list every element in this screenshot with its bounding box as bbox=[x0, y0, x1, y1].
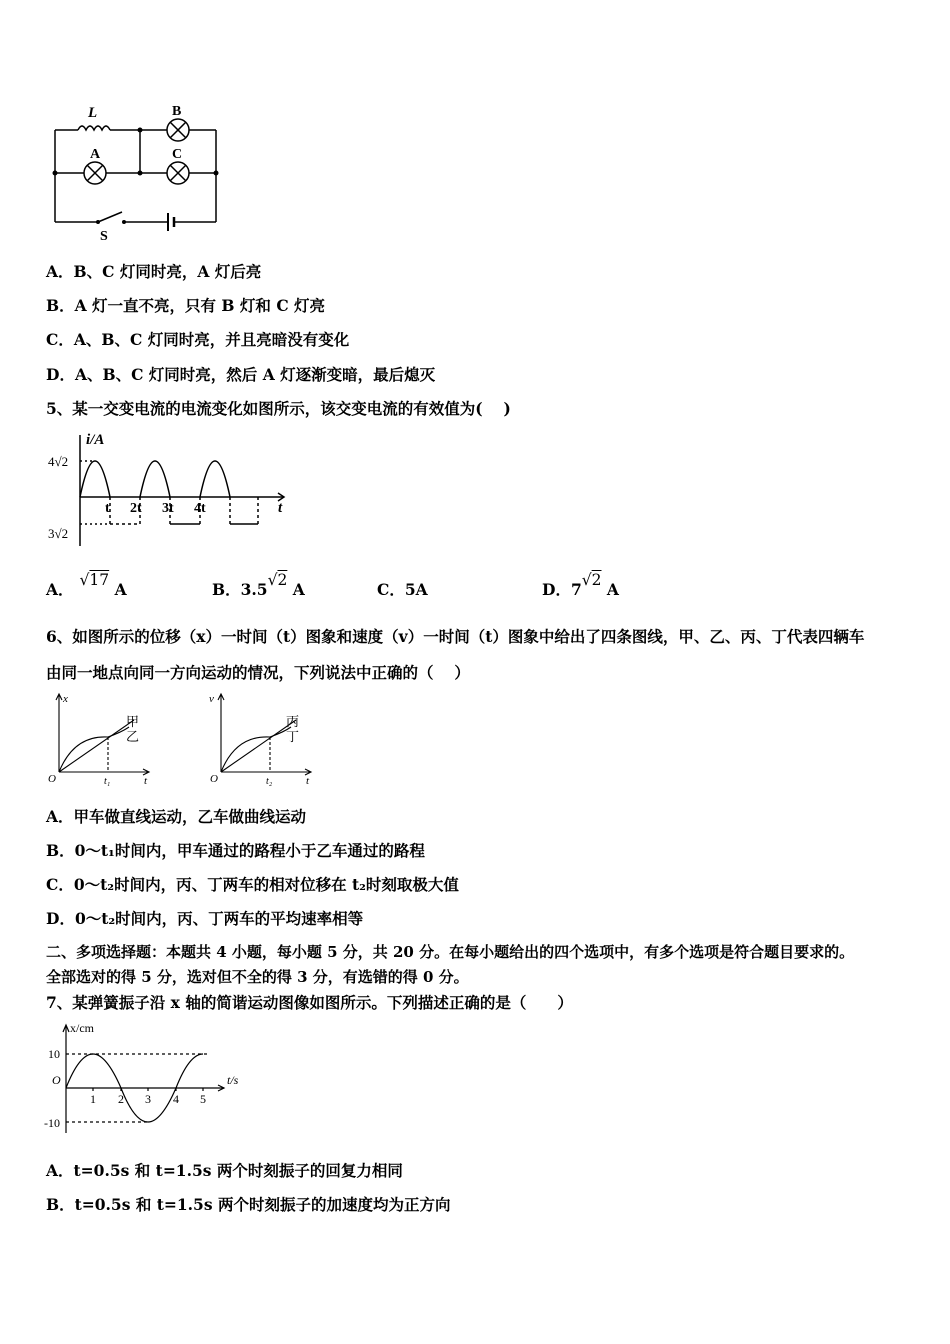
q5-tick: t bbox=[105, 501, 110, 516]
q4-option-c: C．A、B、C 灯同时亮，并且亮暗没有变化 bbox=[46, 330, 350, 349]
q6-vt-curve-ding: 丁 bbox=[286, 729, 300, 744]
q6-option-a: A．甲车做直线运动，乙车做曲线运动 bbox=[46, 807, 307, 826]
q6-xt-curve-yi: 乙 bbox=[126, 729, 140, 744]
q6-xt-xlabel: t bbox=[144, 775, 148, 787]
q6-option-b: B．0～t₁时间内，甲车通过的路程小于乙车通过的路程 bbox=[46, 841, 425, 860]
label-B: B bbox=[172, 104, 182, 119]
q6-vt-graph bbox=[206, 690, 326, 785]
q5-tick: 2t bbox=[130, 501, 142, 516]
q7-xlabel: t/s bbox=[227, 1073, 239, 1087]
q7-option-a: A．t=0.5s 和 t=1.5s 两个时刻振子的回复力相同 bbox=[46, 1161, 403, 1180]
section2-line1: 二、多项选择题：本题共 4 小题，每小题 5 分，共 20 分。在每小题给出的四个选项中，有多个选项是符合题目要求的。 bbox=[46, 943, 855, 961]
q5-current-graph bbox=[46, 430, 296, 550]
q4-option-d: D．A、B、C 灯同时亮，然后 A 灯逐渐变暗，最后熄灭 bbox=[46, 365, 436, 384]
q6-xt-curve-jia: 甲 bbox=[126, 714, 140, 729]
q7-y-bottom: -10 bbox=[44, 1116, 60, 1130]
q6-stem-line2: 由同一地点向同一方向运动的情况，下列说法中正确的（ ） bbox=[46, 663, 470, 682]
q5-tick: 4t bbox=[194, 501, 206, 516]
label-A: A bbox=[90, 147, 101, 162]
q6-vt-xlabel: t bbox=[306, 775, 310, 787]
q5-ylabel: i/A bbox=[86, 432, 105, 448]
q7-tick: 5 bbox=[200, 1092, 206, 1106]
q7-origin: O bbox=[52, 1073, 61, 1087]
q5-ymin-label: 3√2 bbox=[48, 526, 69, 541]
q6-option-d: D．0～t₂时间内，丙、丁两车的平均速率相等 bbox=[46, 909, 364, 928]
q6-vt-tick: t₂ bbox=[266, 776, 273, 787]
q6-stem-line1: 6、如图所示的位移（x）一时间（t）图象和速度（v）一时间（t）图象中给出了四条图线，甲、乙、丙、丁代表四辆车 bbox=[46, 627, 865, 646]
q5-ymax-label: 4√2 bbox=[48, 454, 69, 469]
label-S: S bbox=[100, 229, 108, 244]
circuit-diagram bbox=[50, 100, 230, 245]
q7-tick: 3 bbox=[145, 1092, 151, 1106]
q5-xlabel: t bbox=[278, 500, 283, 516]
q7-shm-graph bbox=[44, 1018, 259, 1138]
q7-stem: 7、某弹簧振子沿 x 轴的简谐运动图像如图所示。下列描述正确的是（ ） bbox=[46, 993, 573, 1012]
q5-option-b: B．3.5√2 A bbox=[212, 571, 305, 599]
label-L: L bbox=[88, 105, 98, 121]
q5-option-c: C．5A bbox=[377, 580, 428, 599]
section2-line2: 全部选对的得 5 分，选对但不全的得 3 分，有选错的得 0 分。 bbox=[46, 968, 469, 986]
q5-option-d: D．7√2 A bbox=[542, 571, 619, 599]
q4-option-a: A．B、C 灯同时亮，A 灯后亮 bbox=[46, 262, 262, 281]
q6-xt-origin: O bbox=[48, 773, 56, 785]
q4-option-b: B．A 灯一直不亮，只有 B 灯和 C 灯亮 bbox=[46, 296, 326, 315]
q7-y-top: 10 bbox=[48, 1047, 60, 1061]
q6-option-c: C．0～t₂时间内，丙、丁两车的相对位移在 t₂时刻取极大值 bbox=[46, 875, 459, 894]
q7-tick: 2 bbox=[118, 1092, 124, 1106]
q7-ylabel: x/cm bbox=[70, 1021, 94, 1035]
q5-stem: 5、某一交变电流的电流变化如图所示，该交变电流的有效值为( ) bbox=[46, 399, 511, 418]
label-C: C bbox=[172, 147, 183, 162]
q6-xt-tick: t₁ bbox=[104, 776, 111, 787]
q6-vt-curve-bing: 丙 bbox=[286, 714, 300, 729]
q6-vt-ylabel: v bbox=[209, 693, 214, 705]
q6-xt-graph bbox=[44, 690, 164, 785]
q7-option-b: B．t=0.5s 和 t=1.5s 两个时刻振子的加速度均为正方向 bbox=[46, 1195, 451, 1214]
q7-tick: 4 bbox=[173, 1092, 179, 1106]
q5-option-a: A． √17 A bbox=[46, 571, 127, 599]
q5-tick: 3t bbox=[162, 501, 174, 516]
q6-xt-ylabel: x bbox=[63, 693, 68, 705]
q7-tick: 1 bbox=[90, 1092, 96, 1106]
q6-vt-origin: O bbox=[210, 773, 218, 785]
